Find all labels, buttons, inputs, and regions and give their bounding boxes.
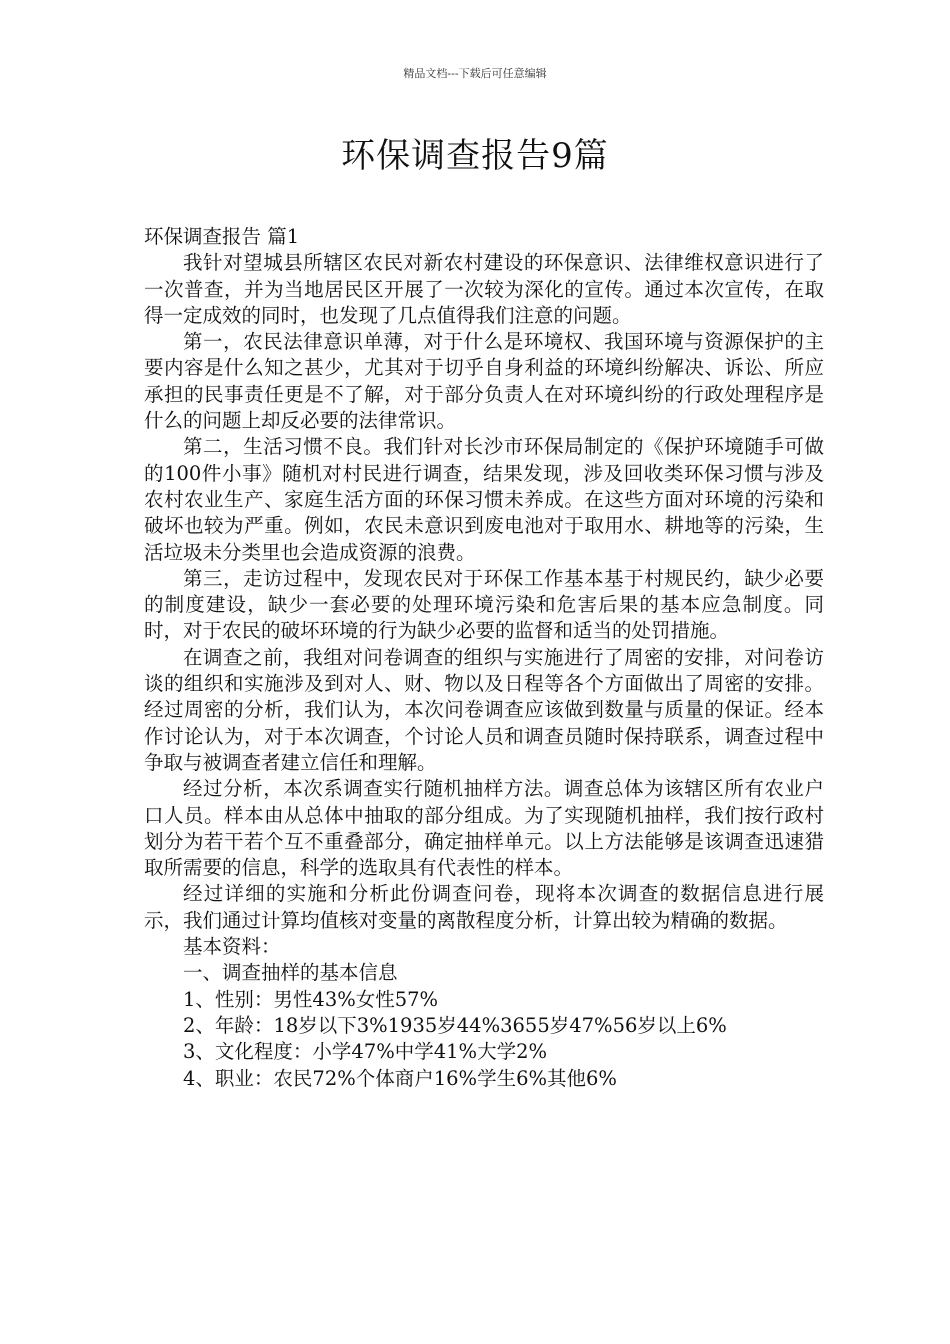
list-item: 3、文化程度：小学47%中学41%大学2% <box>183 1040 548 1064</box>
document-body <box>144 224 824 1092</box>
document-title: 环保调查报告9篇 <box>341 136 609 176</box>
paragraph: 我针对望城县所辖区农民对新农村建设的环保意识、法律维权意识进行了一次普查，并为当地居民区开展了一次较为深化的宣传。通过本次宣传，在取得一定成效的同时，也发现了几点值得我们注意的问题。 <box>144 251 824 327</box>
list-item: 基本资料： <box>183 935 281 959</box>
list-item: 2、年龄：18岁以下3%1935岁44%3655岁47%56岁以上6% <box>183 1013 727 1037</box>
page-header: 精品文档---下载后可任意编辑 <box>403 67 547 80</box>
list-item: 一、调查抽样的基本信息 <box>183 961 398 985</box>
paragraph: 在调查之前，我组对问卷调查的组织与实施进行了周密的安排，对问卷访谈的组织和实施涉及到对人、财、物以及日程等各个方面做出了周密的安排。经过周密的分析，我们认为，本次问卷调查应该做到数量与质量的保证。经本作讨论认为，对于本次调查，个讨论人员和调查员随时保持联系，调查过程中争取与被调查者建立信任和理解。 <box>144 645 824 774</box>
paragraph: 经过详细的实施和分析此份调查问卷，现将本次调查的数据信息进行展示，我们通过计算均值核对变量的离散程度分析，计算出较为精确的数据。 <box>144 882 824 932</box>
paragraph: 第二，生活习惯不良。我们针对长沙市环保局制定的《保护环境随手可做的100件小事》随机对村民进行调查，结果发现，涉及回收类环保习惯与涉及农村农业生产、家庭生活方面的环保习惯未养成。在这些方面对环境的污染和破坏也较为严重。例如，农民未意识到废电池对于取用水、耕地等的污染，生活垃圾未分类里也会造成资源的浪费。 <box>144 435 824 564</box>
list-item: 4、职业：农民72%个体商户16%学生6%其他6% <box>183 1066 617 1090</box>
list-item: 1、性别：男性43%女性57% <box>183 987 439 1011</box>
paragraph: 经过分析，本次系调查实行随机抽样方法。调查总体为该辖区所有农业户口人员。样本由从总体中抽取的部分组成。为了实现随机抽样，我们按行政村划分为若干若个互不重叠部分，确定抽样单元。以上方法能够是该调查迅速猎取所需要的信息，科学的选取具有代表性的样本。 <box>144 777 824 880</box>
paragraph: 第一，农民法律意识单薄，对于什么是环境权、我国环境与资源保护的主要内容是什么知之甚少，尤其对于切乎自身利益的环境纠纷解决、诉讼、所应承担的民事责任更是不了解，对于部分负责人在对环境纠纷的行政处理程序是什么的问题上却反必要的法律常识。 <box>144 330 824 433</box>
section-heading: 环保调查报告 篇1 <box>144 225 300 248</box>
paragraph: 第三，走访过程中，发现农民对于环保工作基本基于村规民约，缺少必要的制度建设，缺少一套必要的处理环境污染和危害后果的基本应急制度。同时，对于农民的破坏环境的行为缺少必要的监督和适当的处罚措施。 <box>144 566 824 643</box>
